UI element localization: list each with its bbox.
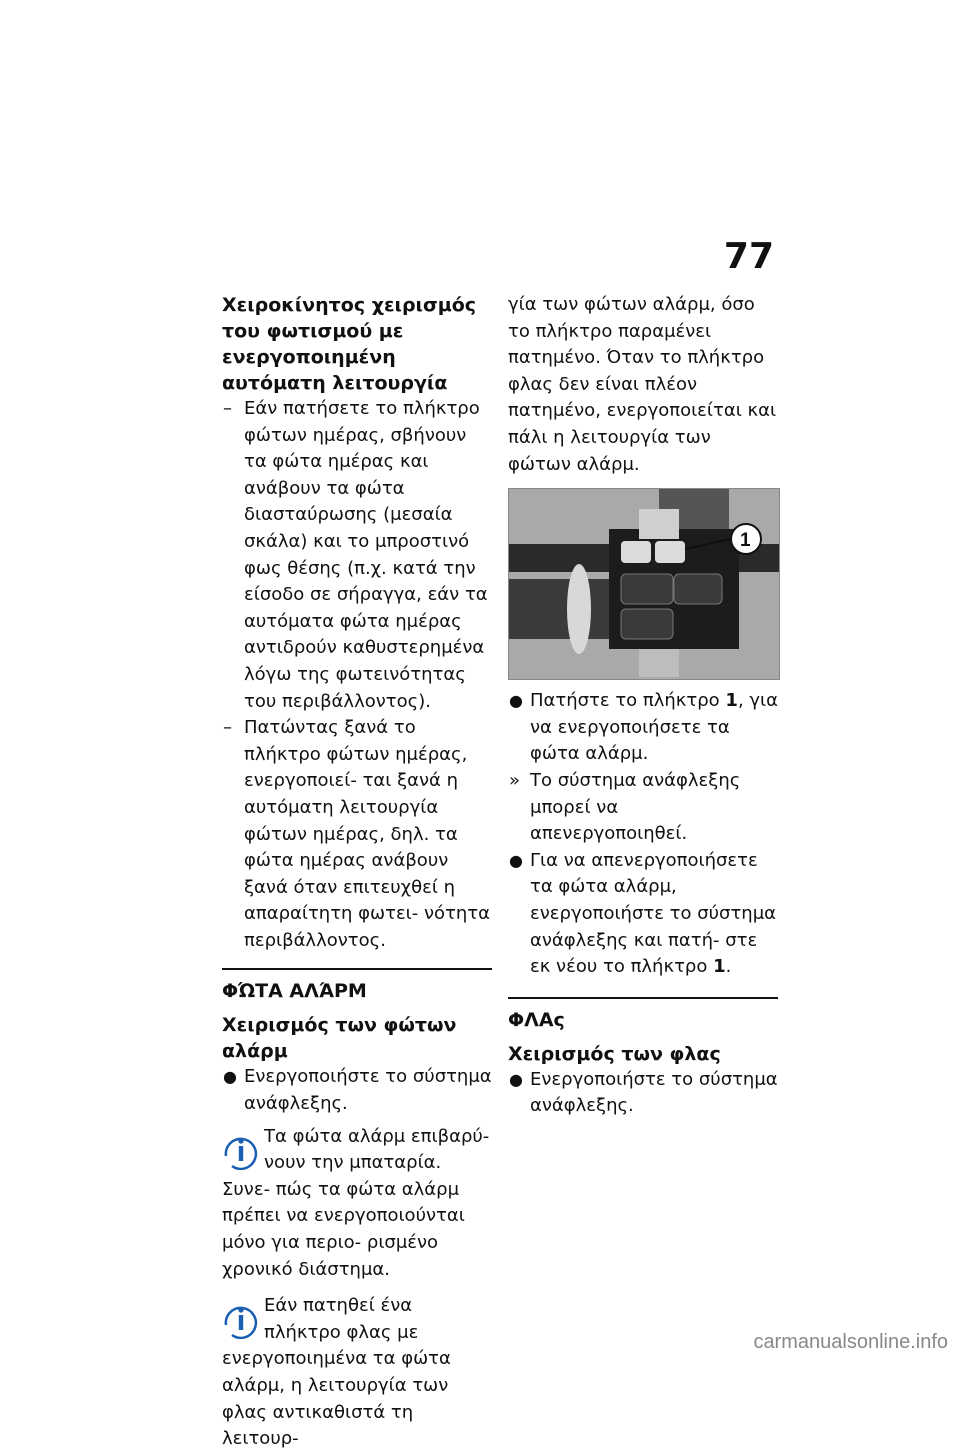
info-icon — [222, 1130, 260, 1170]
left-column — [222, 292, 492, 1453]
continued-text: γία των φώτων αλάρμ, όσο το πλήκτρο παραμένει πατημένο. Όταν το πλήκτρο φλας δεν είναι πλέον πατημένο, ενεργοποιείται και πάλι η λειτουργία των φώτων αλάρμ. — [508, 294, 777, 475]
dash-item — [222, 396, 492, 715]
note-text: Εάν πατηθεί ένα πλήκτρο φλας με ενεργοποιημένα τα φώτα αλάρμ, η λειτουργία των φλας αντικαθιστά τη λειτουρ- — [222, 1295, 451, 1450]
step-ref: 1 — [713, 956, 726, 978]
figure-callout: 1 — [740, 530, 751, 552]
dash-item-text: Πατώντας ξανά το πλήκτρο φώτων ημέρας, ενεργοποιεί- ται ξανά η αυτόματη λειτουργία φώτων ημέρας, δηλ. τα φώτα ημέρας ανάβουν ξανά όταν επιτευχθεί η απαραίτητη φωτει- νότητα περιβάλλοντος. — [244, 717, 490, 951]
bullet-marker: ● — [509, 1069, 523, 1089]
info-icon — [222, 1299, 260, 1339]
bullet-item-text: Ενεργοποιήστε το σύστημα ανάφλεξης. — [244, 1066, 492, 1115]
step-text: Πατήστε το πλήκτρο — [530, 690, 726, 712]
bullet-item — [508, 848, 778, 981]
result-marker: » — [509, 769, 521, 791]
dash-item — [222, 715, 492, 954]
result-item — [508, 768, 778, 848]
sub-heading-turn-signals: Χειρισμός των φλας — [508, 1042, 721, 1065]
section-title-turn-signals: ΦΛΑς — [508, 997, 778, 1033]
result-text: Το σύστημα ανάφλεξης μπορεί να απενεργοποιηθεί. — [530, 769, 741, 845]
bullet-item-text: Ενεργοποιήστε το σύστημα ανάφλεξης. — [530, 1068, 778, 1117]
heading-auto-lighting: Χειροκίνητος χειρισμός του φωτισμού με ενεργοποιημένη αυτόματη λειτουργία — [222, 294, 477, 394]
note-block — [222, 1124, 492, 1284]
bullet-marker: ● — [509, 850, 523, 870]
bullet-item — [508, 1067, 778, 1120]
step-text: . — [725, 956, 732, 978]
handlebar-switch-photo — [508, 488, 780, 680]
sub-heading-hazard: Χειρισμός των φώτων αλάρμ — [222, 1014, 457, 1063]
step-text: Για να απενεργοποιήσετε τα φώτα αλάρμ, ενεργοποιήστε το σύστημα ανάφλεξης και πατή- στε εκ νέου το πλήκτρο — [530, 849, 777, 978]
dash-marker: – — [223, 717, 232, 739]
dash-item-text: Εάν πατήσετε το πλήκτρο φώτων ημέρας, σβήνουν τα φώτα ημέρας και ανάβουν τα φώτα διασταύρωσης (μεσαία σκάλα) και το μπροστινό φως θέσης (π.χ. κατά την είσοδο σε σήραγγα, εάν τα αυτόματα φώτα ημέρας αντιδρούν καθυστερημένα λόγω της φωτεινότητας του περιβάλλοντος). — [244, 398, 488, 712]
right-column — [508, 292, 778, 1120]
section-title-hazard: ΦΏΤΑ ΑΛΆΡΜ — [222, 968, 492, 1004]
bullet-marker: ● — [509, 691, 523, 711]
note-text: Τα φώτα αλάρμ επιβαρύ- νουν την μπαταρία. Συνε- πώς τα φώτα αλάρμ πρέπει να ενεργοποιούνται μόνο για περιο- ρισμένο χρονικό διάστημα. — [222, 1125, 490, 1280]
bullet-item — [222, 1064, 492, 1117]
note-block — [222, 1293, 492, 1453]
bullet-marker: ● — [223, 1067, 237, 1087]
bullet-item — [508, 688, 778, 768]
dash-marker: – — [223, 398, 232, 419]
step-text: , για να ενεργοποιήσετε τα φώτα αλάρμ. — [530, 690, 779, 765]
page-number: 77 — [723, 236, 774, 277]
watermark: carmanualsonline.info — [753, 1331, 948, 1353]
step-ref: 1 — [725, 690, 738, 712]
